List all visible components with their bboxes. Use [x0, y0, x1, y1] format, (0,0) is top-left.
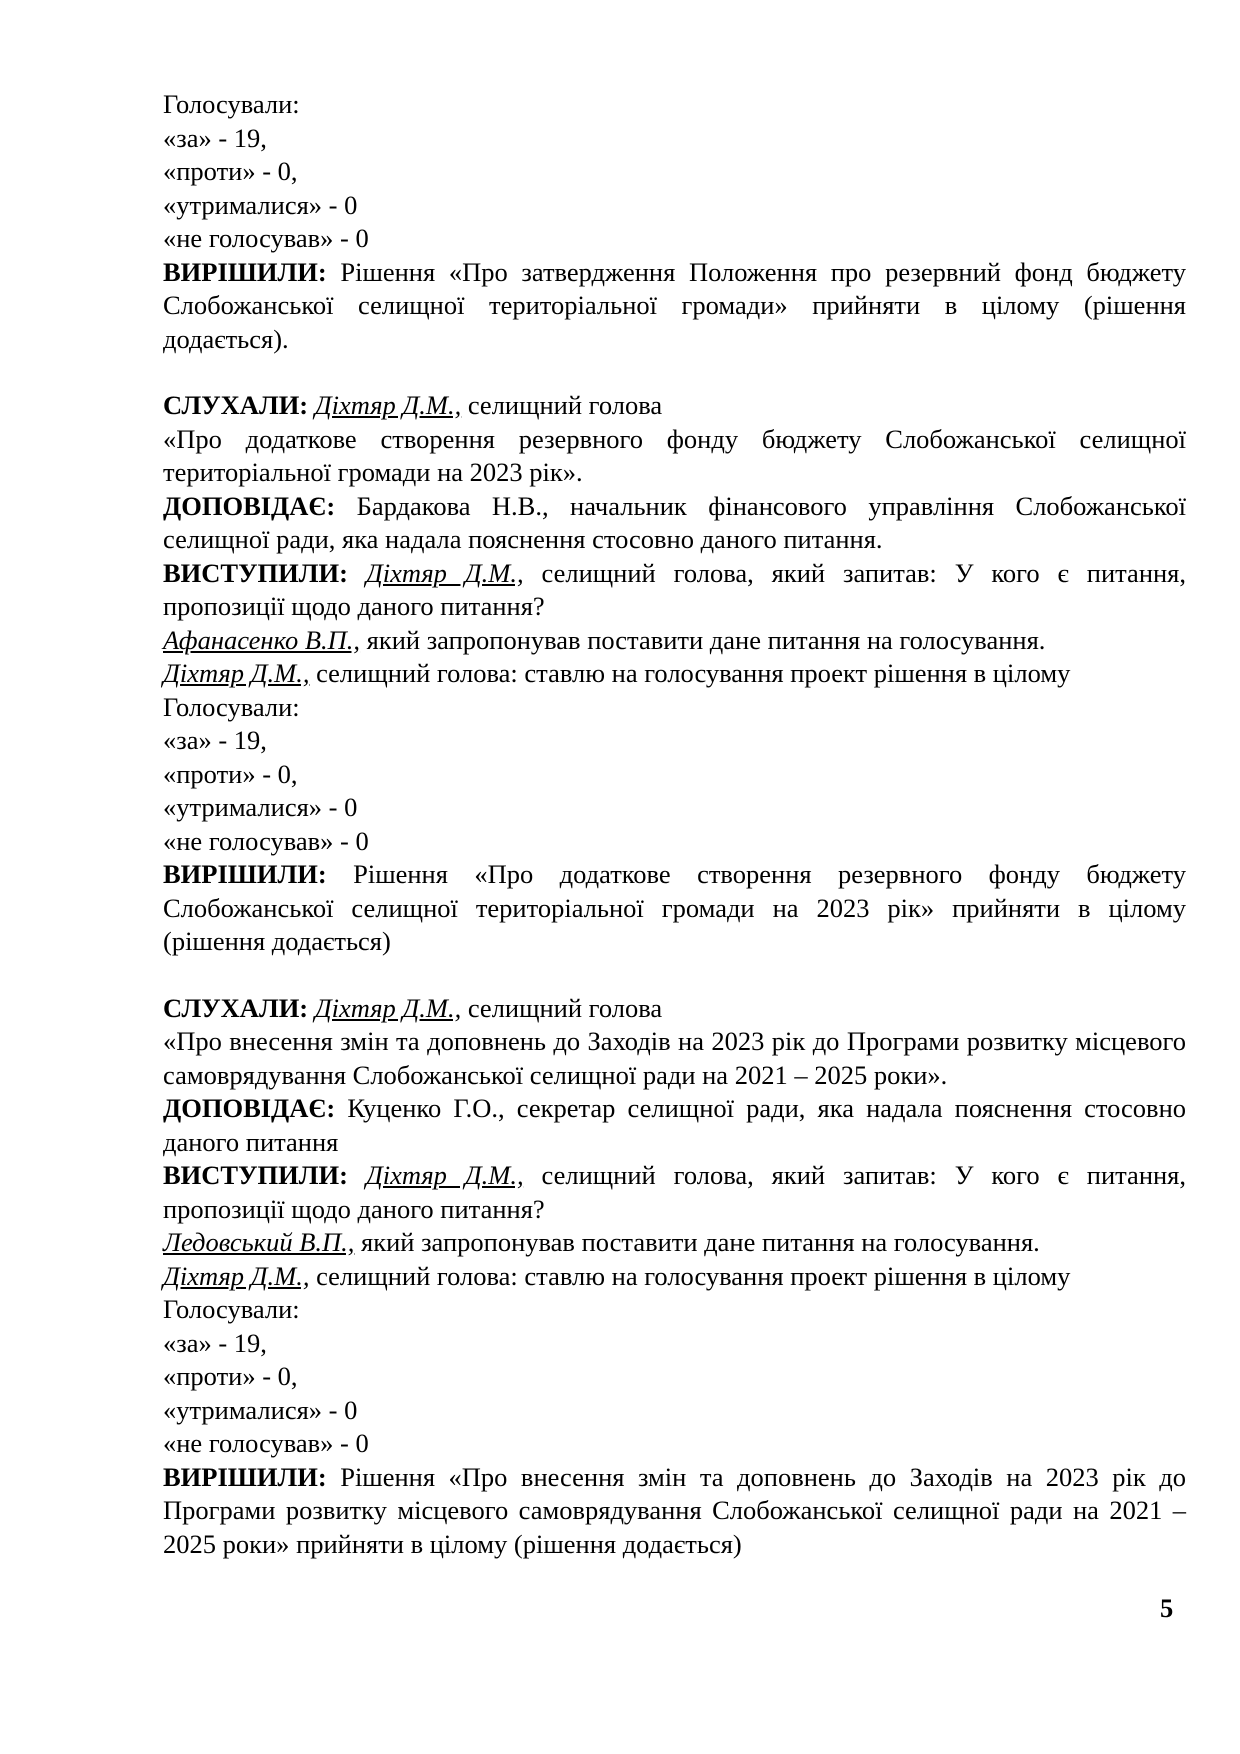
decided-label: ВИРІШИЛИ:	[163, 859, 327, 889]
vote-against: «проти» - 0,	[163, 1361, 298, 1391]
heard-role: селищний голова	[461, 390, 663, 420]
spoke-text: селищний голова, який запитав: У кого є питання, пропозиції щодо даного питання?	[163, 557, 1186, 621]
vote-abstained: «утрималися» - 0	[163, 792, 358, 822]
report-paragraph	[163, 1092, 1186, 1159]
vote-abstained: «утрималися» - 0	[163, 189, 358, 220]
vote-not-voted: «не голосував» - 0	[163, 223, 369, 253]
proposer-text: який запропонував поставити дане питання на голосування.	[360, 624, 1046, 655]
vote-for: «за» - 19,	[163, 1327, 267, 1358]
document-page	[163, 88, 1186, 1561]
agenda-item-block-3	[163, 992, 1186, 1562]
chair-text: селищний голова: ставлю на голосування проект рішення в цілому	[309, 1260, 1071, 1291]
heard-name: Діхтяр Д.М.,	[314, 390, 462, 420]
spoke-label: ВИСТУПИЛИ:	[163, 557, 348, 588]
heard-line	[163, 992, 1186, 1026]
voted-label: Голосували:	[163, 89, 300, 119]
spoke-paragraph	[163, 557, 1186, 624]
chair-line	[163, 657, 1186, 691]
decision-paragraph	[163, 1461, 1186, 1562]
agenda-item-block-2	[163, 389, 1186, 959]
report-label: ДОПОВІДАЄ:	[163, 490, 336, 521]
decided-title: Про затвердження Положення про резервний фонд бюджету Слобожанської селищної територіальної громади»	[163, 256, 1186, 320]
decided-label: ВИРІШИЛИ:	[163, 256, 327, 287]
vote-not-voted: «не голосував» - 0	[163, 1428, 369, 1458]
vote-for: «за» - 19,	[163, 725, 267, 755]
spacer	[163, 356, 1186, 389]
vote-against: «проти» - 0,	[163, 156, 298, 186]
vote-block-1	[163, 88, 1186, 356]
decided-suffix: прийняти в цілому (рішення додається).	[163, 290, 1186, 354]
spoke-name: Діхтяр Д.М.,	[365, 1160, 524, 1190]
decided-title: Про додаткове створення резервного фонду бюджету Слобожанської селищної територіальної громади на 2023 рік»	[163, 859, 1187, 923]
page-number: 5	[1160, 1593, 1174, 1623]
chair-name: Діхтяр Д.М.,	[163, 658, 310, 688]
decided-suffix: прийняти в цілому (рішення додається)	[289, 1528, 742, 1559]
spoke-name: Діхтяр Д.М.,	[365, 557, 524, 588]
report-text: Бардакова Н.В., начальник фінансового управління Слобожанської селищної ради, яка надала пояснення стосовно даного питання.	[163, 490, 1186, 554]
decided-prefix: Рішення «	[353, 859, 488, 889]
decided-prefix: Рішення «	[340, 256, 463, 287]
decision-paragraph	[163, 858, 1186, 959]
report-label: ДОПОВІДАЄ:	[163, 1093, 336, 1123]
heard-label: СЛУХАЛИ:	[163, 992, 309, 1023]
heard-line	[163, 389, 1186, 423]
heard-name: Діхтяр Д.М.,	[314, 992, 462, 1023]
proposer-text: який запропонував поставити дане питання на голосування.	[354, 1227, 1040, 1257]
vote-abstained: «утрималися» - 0	[163, 1394, 358, 1425]
decided-prefix: Рішення «	[340, 1461, 462, 1492]
voted-label: Голосували:	[163, 1294, 300, 1324]
vote-not-voted: «не голосував» - 0	[163, 825, 369, 856]
topic-paragraph: «Про внесення змін та доповнень до Заходів на 2023 рік до Програми розвитку місцевого самоврядування Слобожанської селищної ради на 2021 – 2025 роки».	[163, 1026, 1186, 1090]
spoke-text: селищний голова, який запитав: У кого є питання, пропозиції щодо даного питання?	[163, 1160, 1186, 1224]
vote-for: «за» - 19,	[163, 122, 267, 153]
proposer-line	[163, 624, 1186, 658]
spoke-label: ВИСТУПИЛИ:	[163, 1160, 348, 1190]
proposer-name: Ледовський В.П.,	[163, 1227, 355, 1257]
decided-suffix: прийняти в цілому (рішення додається)	[163, 892, 1186, 956]
heard-role: селищний голова	[461, 992, 663, 1023]
report-text: Куценко Г.О., секретар селищної ради, яка надала пояснення стосовно даного питання	[163, 1093, 1186, 1157]
proposer-line	[163, 1226, 1186, 1260]
spacer	[163, 959, 1186, 992]
chair-text: селищний голова: ставлю на голосування проект рішення в цілому	[309, 658, 1071, 688]
chair-name: Діхтяр Д.М.,	[163, 1260, 310, 1291]
decision-paragraph	[163, 256, 1186, 357]
spoke-paragraph	[163, 1159, 1186, 1226]
chair-line	[163, 1260, 1186, 1294]
decided-title: Про внесення змін та доповнень до Заходів на 2023 рік до Програми розвитку місцевого самоврядування Слобожанської селищної ради на 2021 – 2025 роки»	[163, 1461, 1186, 1559]
topic-paragraph: «Про додаткове створення резервного фонду бюджету Слобожанської селищної територіальної громади на 2023 рік».	[163, 423, 1186, 487]
proposer-name: Афанасенко В.П.,	[163, 624, 361, 655]
decided-label: ВИРІШИЛИ:	[163, 1461, 327, 1492]
voted-label: Голосували:	[163, 691, 300, 722]
heard-label: СЛУХАЛИ:	[163, 390, 309, 420]
vote-against: «проти» - 0,	[163, 758, 298, 789]
report-paragraph	[163, 490, 1186, 557]
